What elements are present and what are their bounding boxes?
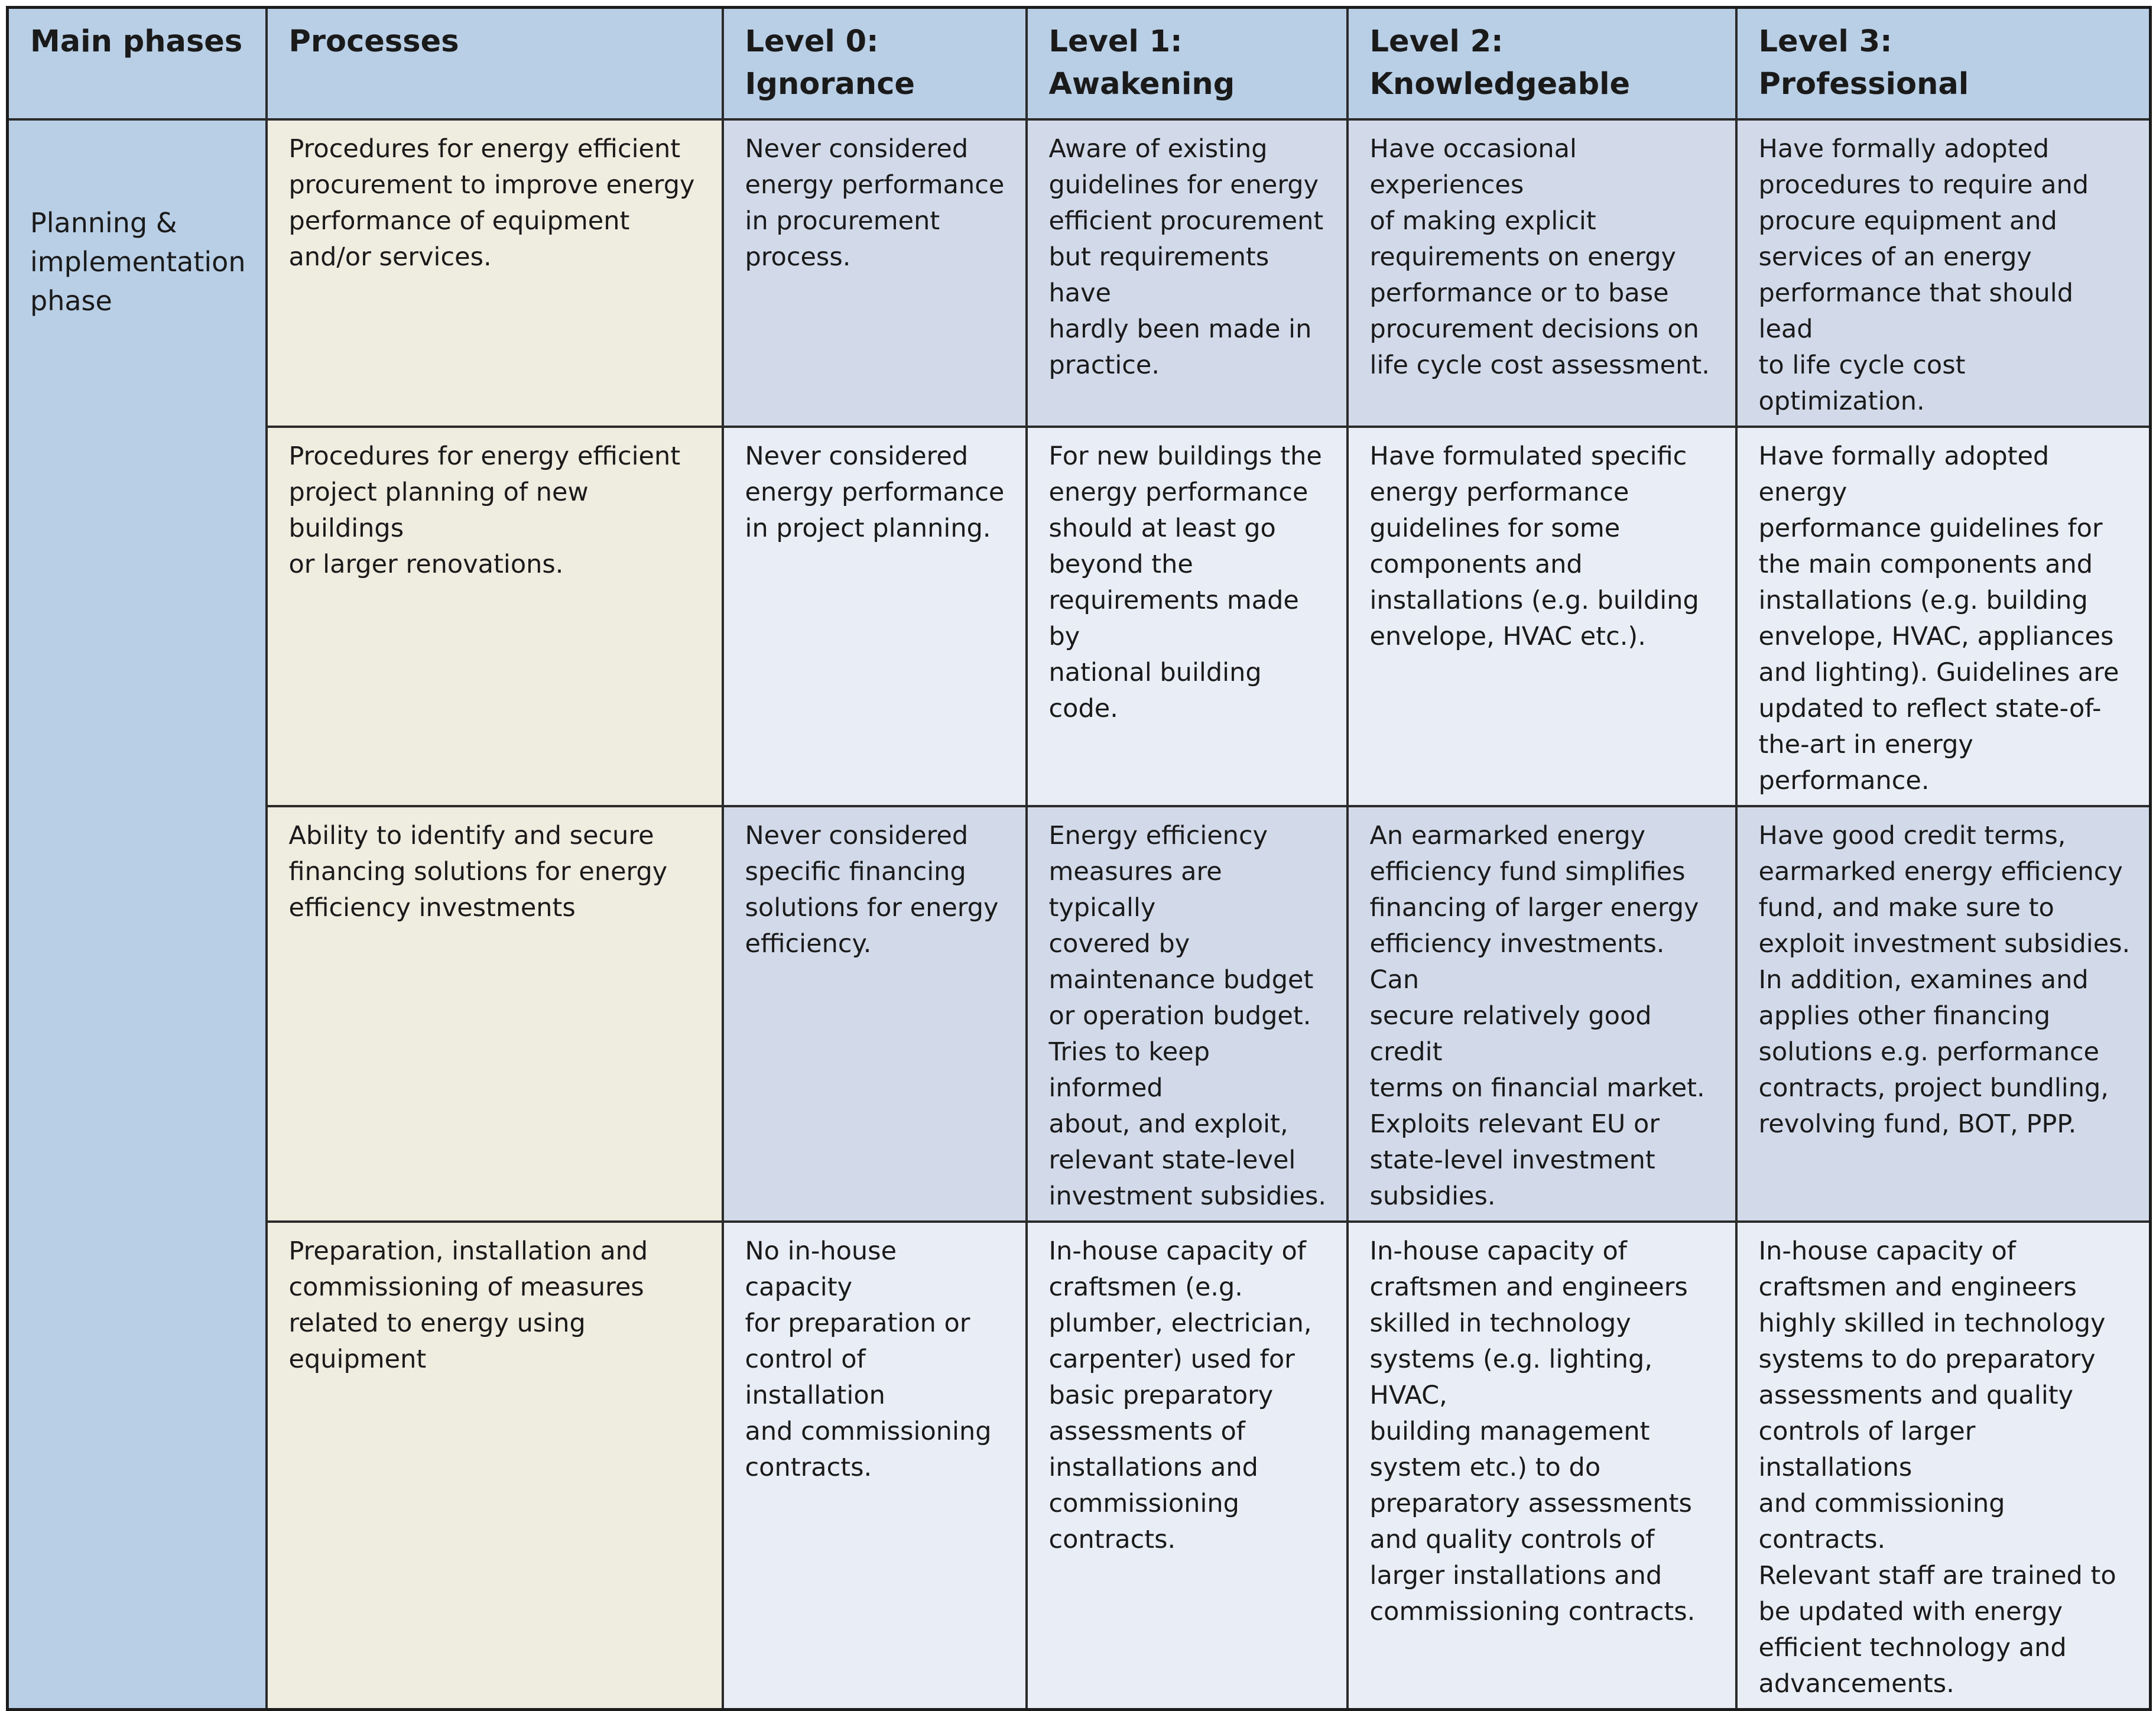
level-1-cell: For new buildings the energy performance should at least go beyond the requirements made by national building code. — [1027, 427, 1348, 806]
header-level-1: Level 1: Awakening — [1027, 8, 1348, 119]
level-2-cell: Have formulated specific energy performance guidelines for some components and installations (e.g. building envelope, HVAC etc.). — [1348, 427, 1736, 806]
phase-cell: Planning & implementation phase — [8, 119, 267, 1710]
process-cell: Ability to identify and secure financing solutions for energy efficiency investments — [267, 806, 723, 1222]
process-cell: Procedures for energy efficient procurement to improve energy performance of equipment and/or services. — [267, 119, 723, 427]
process-cell: Procedures for energy efficient project planning of new buildings or larger renovations. — [267, 427, 723, 806]
level-0-cell: Never considered specific financing solutions for energy efficiency. — [723, 806, 1027, 1222]
table-row — [8, 806, 2151, 1222]
level-2-cell: In-house capacity of craftsmen and engineers skilled in technology systems (e.g. lighting, HVAC, building management system etc.) to do preparatory assessments and quality controls of larger installations and commissioning contracts. — [1348, 1222, 1736, 1710]
header-row — [8, 8, 2151, 119]
maturity-table — [6, 6, 2152, 1711]
level-2-cell: An earmarked energy efficiency fund simplifies financing of larger energy efficiency investments. Can secure relatively good credit terms on financial market. Exploits relevant EU or state-level investment subsidies. — [1348, 806, 1736, 1222]
level-1-cell: In-house capacity of craftsmen (e.g. plumber, electrician, carpenter) used for basic preparatory assessments of installations and commissioning contracts. — [1027, 1222, 1348, 1710]
table-row — [8, 427, 2151, 806]
level-3-cell: Have formally adopted energy performance guidelines for the main components and installations (e.g. building envelope, HVAC, appliances and lighting). Guidelines are updated to reflect state-of- the-art in energy performance. — [1736, 427, 2151, 806]
header-level-0: Level 0: Ignorance — [723, 8, 1027, 119]
level-3-cell: In-house capacity of craftsmen and engineers highly skilled in technology systems to do preparatory assessments and quality controls of larger installations and commissioning contracts. Relevant staff are trained to be updated with energy efficient technology and advancements. — [1736, 1222, 2151, 1710]
level-3-cell: Have formally adopted procedures to require and procure equipment and services of an energy performance that should lead to life cycle cost optimization. — [1736, 119, 2151, 427]
level-1-cell: Energy efficiency measures are typically covered by maintenance budget or operation budget. Tries to keep informed about, and exploit, relevant state-level investment subsidies. — [1027, 806, 1348, 1222]
header-processes: Processes — [267, 8, 723, 119]
header-main-phases: Main phases — [8, 8, 267, 119]
level-2-cell: Have occasional experiences of making explicit requirements on energy performance or to base procurement decisions on life cycle cost assessment. — [1348, 119, 1736, 427]
level-3-cell: Have good credit terms, earmarked energy efficiency fund, and make sure to exploit investment subsidies. In addition, examines and applies other financing solutions e.g. performance contracts, project bundling, revolving fund, BOT, PPP. — [1736, 806, 2151, 1222]
process-cell: Preparation, installation and commissioning of measures related to energy using equipment — [267, 1222, 723, 1710]
level-0-cell: Never considered energy performance in procurement process. — [723, 119, 1027, 427]
table-row — [8, 1222, 2151, 1710]
level-0-cell: Never considered energy performance in project planning. — [723, 427, 1027, 806]
header-level-3: Level 3: Professional — [1736, 8, 2151, 119]
level-1-cell: Aware of existing guidelines for energy efficient procurement but requirements have hardly been made in practice. — [1027, 119, 1348, 427]
level-0-cell: No in-house capacity for preparation or control of installation and commissioning contracts. — [723, 1222, 1027, 1710]
table-row — [8, 119, 2151, 427]
header-level-2: Level 2: Knowledgeable — [1348, 8, 1736, 119]
